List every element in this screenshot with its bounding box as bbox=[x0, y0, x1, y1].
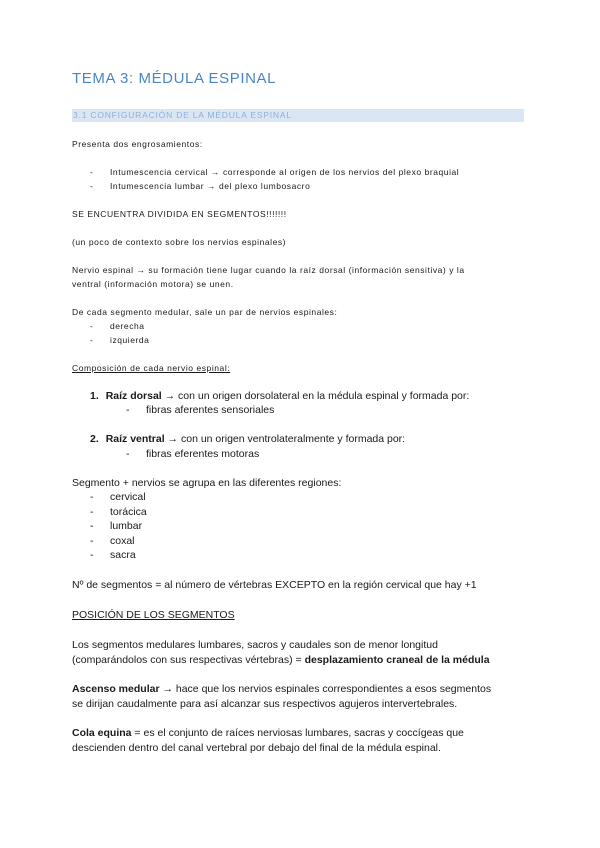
raiz-ventral-desc: → con un origen ventrolateralmente y formada por: bbox=[164, 433, 406, 445]
composicion-heading: Composición de cada nervio espinal: bbox=[72, 363, 231, 373]
cada-segmento-text: De cada segmento medular, sale un par de nervios espinales: bbox=[72, 307, 338, 317]
ascenso-line-1 bbox=[72, 682, 491, 697]
list-item bbox=[90, 534, 135, 549]
raiz-dorsal-sub: fibras aferentes sensoriales bbox=[146, 404, 275, 416]
region-coxal: coxal bbox=[110, 535, 135, 547]
nervio-espinal-line-1: Nervio espinal → su formación tiene lugar cuando la raíz dorsal (información sensitiva) y la bbox=[72, 265, 465, 275]
raiz-dorsal-number: 1. bbox=[90, 390, 99, 402]
bullet-dash: - bbox=[90, 520, 94, 532]
list-item bbox=[126, 447, 259, 462]
intro-text: Presenta dos engrosamientos: bbox=[72, 139, 203, 149]
bullet-dash: - bbox=[126, 448, 130, 460]
section-heading: 3.1 CONFIGURACIÓN DE LA MÉDULA ESPINAL bbox=[73, 110, 292, 120]
ascenso-desc: → hace que los nervios espinales correspondientes a esos segmentos bbox=[159, 683, 492, 695]
page-title: TEMA 3: MÉDULA ESPINAL bbox=[72, 70, 277, 87]
regiones-intro: Segmento + nervios se agrupa en las diferentes regiones: bbox=[72, 477, 342, 489]
list-item bbox=[90, 334, 149, 346]
nervio-espinal-line-2: ventral (información motora) se unen. bbox=[72, 279, 234, 289]
ascenso-term: Ascenso medular bbox=[72, 683, 160, 695]
segments-caps-note: SE ENCUENTRA DIVIDIDA EN SEGMENTOS!!!!!!! bbox=[72, 209, 287, 219]
region-cervical: cervical bbox=[110, 491, 146, 503]
num-segmentos-text: Nº de segmentos = al número de vértebras EXCEPTO en la región cervical que hay +1 bbox=[72, 579, 477, 591]
bullet-dash: - bbox=[90, 167, 94, 177]
raiz-dorsal-name: Raíz dorsal bbox=[105, 390, 162, 402]
list-item bbox=[90, 320, 145, 332]
raiz-dorsal-item bbox=[90, 389, 469, 404]
bullet-dash: - bbox=[90, 506, 94, 518]
list-item bbox=[90, 505, 147, 520]
raiz-ventral-number: 2. bbox=[90, 433, 99, 445]
bullet-dash: - bbox=[90, 335, 94, 345]
list-item bbox=[90, 166, 459, 178]
lado-izquierda: izquierda bbox=[110, 335, 150, 345]
bullet-dash: - bbox=[90, 549, 94, 561]
bullet-dash: - bbox=[90, 491, 94, 503]
posicion-line-1: Los segmentos medulares lumbares, sacros y caudales son de menor longitud bbox=[72, 639, 438, 651]
list-item bbox=[90, 548, 136, 563]
cola-line-2: descienden dentro del canal vertebral por debajo del final de la médula espinal. bbox=[72, 742, 441, 754]
bullet-dash: - bbox=[90, 535, 94, 547]
raiz-ventral-item bbox=[90, 432, 405, 447]
posicion-line-2 bbox=[72, 653, 490, 668]
engrosamiento-cervical: Intumescencia cervical → corresponde al origen de los nervios del plexo braquial bbox=[110, 167, 460, 177]
list-item bbox=[90, 490, 146, 505]
cola-term: Cola equina bbox=[72, 727, 132, 739]
region-sacra: sacra bbox=[110, 549, 136, 561]
region-lumbar: lumbar bbox=[110, 520, 143, 532]
ascenso-line-2: se dirijan caudalmente para así alcanzar sus respectivos agujeros intervertebrales. bbox=[72, 698, 458, 710]
bullet-dash: - bbox=[90, 181, 94, 191]
list-item bbox=[90, 180, 310, 192]
list-item bbox=[126, 403, 274, 418]
cola-desc: = es el conjunto de raíces nerviosas lumbares, sacras y coccígeas que bbox=[131, 727, 464, 739]
region-toracica: torácica bbox=[110, 506, 147, 518]
raiz-ventral-name: Raíz ventral bbox=[105, 433, 165, 445]
bullet-dash: - bbox=[126, 404, 130, 416]
lado-derecha: derecha bbox=[110, 321, 145, 331]
posicion-heading: POSICIÓN DE LOS SEGMENTOS bbox=[72, 609, 235, 621]
posicion-conclusion: desplazamiento craneal de la médula bbox=[304, 654, 490, 666]
bullet-dash: - bbox=[90, 321, 94, 331]
raiz-ventral-sub: fibras eferentes motoras bbox=[146, 448, 260, 460]
cola-line-1 bbox=[72, 726, 464, 741]
engrosamiento-lumbar: Intumescencia lumbar → del plexo lumbosacro bbox=[110, 181, 311, 191]
posicion-line-2-text: (comparándolos con sus respectivas vértebras) = bbox=[72, 654, 305, 666]
raiz-dorsal-desc: → con un origen dorsolateral en la médula espinal y formada por: bbox=[161, 390, 470, 402]
context-note: (un poco de contexto sobre los nervios espinales) bbox=[72, 237, 287, 247]
list-item bbox=[90, 519, 142, 534]
